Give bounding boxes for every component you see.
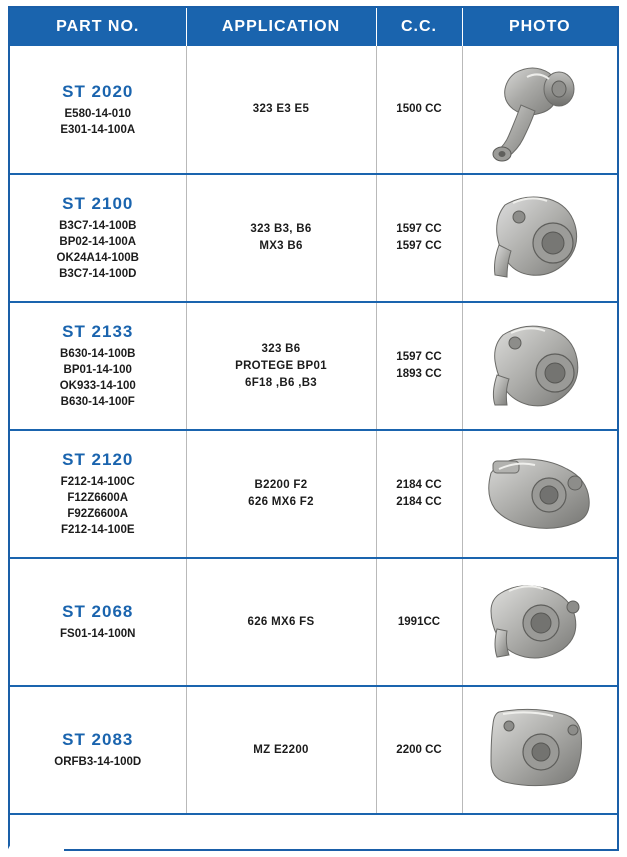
part-no-cell (10, 46, 186, 174)
cc-cell (376, 174, 462, 302)
part-code: ST 2083 (62, 730, 134, 749)
application-cell (186, 46, 376, 174)
part-code: ST 2133 (62, 322, 134, 341)
part-no-cell (10, 430, 186, 558)
application-line: 626 MX6 F2 (248, 496, 314, 508)
oil-pump-photo-2 (465, 179, 616, 297)
part-number-list (12, 218, 184, 282)
cc-value: 1597 CC (396, 223, 442, 235)
table-header (10, 8, 617, 46)
table-row (10, 558, 617, 686)
part-number: F212-14-100C (60, 476, 135, 488)
application-cell (186, 174, 376, 302)
application-line: 323 B6 (261, 342, 301, 355)
part-number: OK933-14-100 (59, 380, 136, 392)
part-number-list (12, 474, 184, 538)
application-line: 626 MX6 FS (247, 615, 315, 628)
application-cell (186, 686, 376, 814)
part-number: F12Z6600A (67, 492, 129, 504)
part-number: B3C7-14-100D (59, 268, 137, 280)
cc-value: 1991CC (397, 615, 441, 628)
application-line: 323 B3, B6 (250, 223, 312, 235)
part-code: ST 2120 (62, 450, 134, 469)
part-code: ST 2068 (62, 602, 134, 621)
part-no-cell (10, 558, 186, 686)
application-line: MX3 B6 (259, 240, 303, 252)
photo-cell (462, 302, 617, 430)
cc-value: 2184 CC (396, 496, 442, 508)
oil-pump-photo-1 (465, 51, 616, 169)
photo-cell (462, 686, 617, 814)
part-no-cell (10, 302, 186, 430)
table-header-row (10, 8, 617, 46)
application-cell (186, 558, 376, 686)
cc-value: 2184 CC (396, 479, 442, 491)
column-header-cc: C.C. (376, 8, 462, 46)
part-number: BP02-14-100A (59, 236, 137, 248)
column-header-part-no: PART NO. (10, 8, 186, 46)
part-number: B630-14-100B (60, 348, 136, 360)
cc-cell (376, 686, 462, 814)
application-line: 323 E3 E5 (252, 103, 310, 115)
cc-cell (376, 302, 462, 430)
oil-pump-photo-6 (465, 691, 616, 809)
cc-value: 1597 CC (396, 351, 442, 363)
cc-cell (376, 558, 462, 686)
table-row (10, 302, 617, 430)
part-number: B3C7-14-100B (59, 220, 137, 232)
application-line: B2200 F2 (254, 479, 308, 491)
part-number: F92Z6600A (67, 508, 129, 520)
part-number-list (12, 754, 184, 770)
part-number-list (12, 106, 184, 138)
table-row (10, 686, 617, 814)
part-number: ORFB3-14-100D (54, 756, 142, 768)
application-line: PROTEGE BP01 (235, 359, 327, 372)
photo-cell (462, 430, 617, 558)
application-line: MZ E2200 (253, 743, 309, 756)
part-no-cell (10, 686, 186, 814)
part-number: B630-14-100F (60, 396, 135, 408)
oil-pump-photo-4 (465, 435, 616, 553)
table-row (10, 430, 617, 558)
photo-cell (462, 174, 617, 302)
table-row (10, 46, 617, 174)
cc-value: 1893 CC (396, 368, 442, 380)
application-cell (186, 430, 376, 558)
part-number: E580-14-010 (64, 107, 131, 120)
table-row (10, 174, 617, 302)
column-header-photo: PHOTO (462, 8, 617, 46)
part-number-list (12, 346, 184, 410)
part-number: BP01-14-100 (63, 364, 132, 376)
part-no-cell (10, 174, 186, 302)
part-number: E301-14-100A (60, 123, 136, 136)
application-line: 6F18 ,B6 ,B3 (245, 376, 317, 389)
part-number: F212-14-100E (60, 524, 135, 536)
table-body (10, 46, 617, 814)
photo-cell (462, 46, 617, 174)
cc-value: 1597 CC (396, 240, 442, 252)
oil-pump-photo-3 (465, 307, 616, 425)
application-cell (186, 302, 376, 430)
column-header-application: APPLICATION (186, 8, 376, 46)
cc-value: 2200 CC (396, 743, 442, 756)
part-code: ST 2100 (62, 194, 134, 213)
part-number: FS01-14-100N (60, 628, 136, 640)
cc-cell (376, 430, 462, 558)
cc-value: 1500 CC (396, 103, 442, 115)
photo-cell (462, 558, 617, 686)
part-number: OK24A14-100B (56, 252, 139, 264)
oil-pump-photo-5 (465, 563, 616, 681)
parts-table (10, 8, 617, 815)
part-code: ST 2020 (62, 81, 134, 101)
cc-cell (376, 46, 462, 174)
part-number-list (12, 626, 184, 642)
